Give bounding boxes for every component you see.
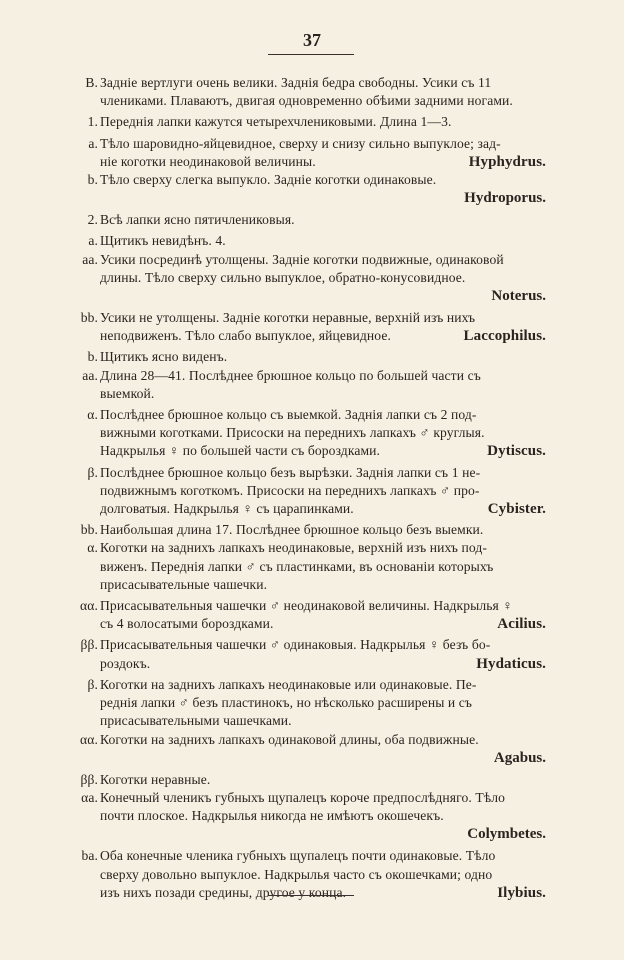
key-text-line: присасывательными чашечками. xyxy=(100,713,292,729)
key-text-line: Присасывательныя чашечки ♂ одинаковыя. Надкрылья ♀ безъ бо- xyxy=(100,637,491,653)
key-marker: αα. xyxy=(80,598,98,614)
key-text-line: неподвиженъ. Тѣло слабо выпуклое, яйцевидное. Laccophilus. xyxy=(100,328,546,345)
key-text-line: съ 4 волосатыми бороздками. Acilius. xyxy=(100,616,546,633)
key-marker: β. xyxy=(87,464,98,480)
key-text-line: Заднiе вертлуги очень велики. Заднiя бедра свободны. Усики съ 11 xyxy=(100,75,492,90)
genus-name: Hydaticus. xyxy=(476,655,546,672)
key-text-line: присасывательные чашечки. xyxy=(100,576,268,592)
key-text-line: изъ нихъ позади средины, другое у конца. Ilybius. xyxy=(100,884,546,901)
key-marker: ββ. xyxy=(80,637,98,653)
key-marker: 1. xyxy=(87,114,98,130)
identification-key xyxy=(0,74,624,902)
key-entry xyxy=(0,113,624,131)
key-text-line: выемкой. xyxy=(100,385,155,401)
key-entry xyxy=(0,771,624,789)
key-marker: 2. xyxy=(87,212,98,228)
key-entry xyxy=(0,539,624,594)
key-text-line: Коготки на заднихъ лапкахъ одинаковой длины, оба подвижные. xyxy=(100,731,479,747)
page-number: 37 xyxy=(303,30,321,50)
key-text-line: Коготки на заднихъ лапкахъ неодинаковые, верхнiй изъ нихъ под- xyxy=(100,540,488,556)
key-text-line: виженъ. Переднiя лапки ♂ съ пластинками, въ основанiи которыхъ xyxy=(100,558,494,574)
key-text-line: подвижнымъ коготкомъ. Присоски на переднихъ лапкахъ ♂ про- xyxy=(100,482,480,498)
key-text-line: Щитикъ ясно виденъ. xyxy=(100,349,228,365)
genus-name: Dytiscus. xyxy=(487,443,546,460)
key-text-line: Длина 28—41. Послѣднее брюшное кольцо по большей части съ xyxy=(100,367,481,383)
key-text-line: Щитикъ невидѣнъ. 4. xyxy=(100,233,226,249)
key-entry xyxy=(0,597,624,633)
key-marker: aa. xyxy=(82,367,98,383)
key-text-line: сверху довольно выпуклое. Надкрылья часто съ окошечками; одно xyxy=(100,866,493,882)
key-entry xyxy=(0,521,624,539)
key-marker: b. xyxy=(87,172,98,188)
key-entry xyxy=(0,636,624,672)
key-marker: bb. xyxy=(80,522,98,538)
key-text-line: Всѣ лапки ясно пятичлениковыя. xyxy=(100,212,295,228)
key-entry xyxy=(0,847,624,902)
key-text-line: длины. Тѣло сверху сильно выпуклое, обратно-конусовидное. xyxy=(100,269,466,285)
genus-name: Ilybius. xyxy=(497,884,546,901)
key-marker: aa. xyxy=(82,251,98,267)
key-text-line: Тѣло шаровидно-яйцевидное, сверху и снизу сильно выпуклое; зад- xyxy=(100,135,501,151)
genus-name: Agabus. xyxy=(493,749,546,766)
key-entry xyxy=(0,232,624,250)
key-marker: β. xyxy=(87,676,98,692)
header-rule xyxy=(268,54,354,55)
key-entry xyxy=(0,348,624,366)
key-marker: B. xyxy=(85,75,98,90)
genus-name: Hyphydrus. xyxy=(468,153,546,170)
key-text-line: Тѣло сверху слегка выпукло. Заднiе коготки одинаковые. xyxy=(100,172,437,188)
key-text-line: почти плоское. Надкрылья никогда не имѣютъ окошечекъ. xyxy=(100,808,444,824)
key-entry xyxy=(0,789,624,844)
key-text-line: Усики не утолщены. Заднiе коготки неравные, верхнiй изъ нихъ xyxy=(100,310,476,326)
genus-name: Hydroporus. xyxy=(464,190,546,207)
key-entry xyxy=(0,676,624,731)
key-entry xyxy=(0,464,624,519)
key-text-line: реднiя лапки ♂ безъ пластинокъ, но нѣсколько расширены и съ xyxy=(100,695,473,711)
key-entry xyxy=(0,731,624,768)
key-text-line: Послѣднее брюшное кольцо съ выемкой. Заднiя лапки съ 2 под- xyxy=(100,407,477,423)
key-text-line: Усики посрединѣ утолщены. Заднiе коготки подвижные, одинаковой xyxy=(100,251,504,267)
key-text-line: долговатыя. Надкрылья ♀ съ царапинками. Cybister. xyxy=(100,501,546,518)
genus-name: Cybister. xyxy=(487,501,546,518)
genus-name: Laccophilus. xyxy=(463,328,546,345)
key-text-line: Послѣднее брюшное кольцо безъ вырѣзки. Заднiя лапки съ 1 не- xyxy=(100,464,481,480)
key-marker: αa. xyxy=(81,789,98,805)
key-text-line: Конечный членикъ губныхъ щупалецъ короче предпослѣдняго. Тѣло xyxy=(100,789,506,805)
genus-name: Colymbetes. xyxy=(467,826,546,843)
key-text-line: нiе коготки неодинаковой величины. Hyphydrus. xyxy=(100,153,546,170)
key-text-line: Присасывательныя чашечки ♂ неодинаковой величины. Надкрылья ♀ xyxy=(100,598,513,614)
key-text-line: Наибольшая длина 17. Послѣднее брюшное кольцо безъ выемки. xyxy=(100,522,484,538)
key-entry xyxy=(0,135,624,171)
key-entry xyxy=(0,406,624,461)
key-marker: α. xyxy=(87,407,98,423)
key-entry xyxy=(0,211,624,229)
key-marker: αα. xyxy=(80,731,98,747)
key-entry xyxy=(0,171,624,208)
key-entry xyxy=(0,309,624,345)
key-text-line: Коготки неравные. xyxy=(100,771,211,787)
key-marker: b. xyxy=(87,349,98,365)
key-marker: bb. xyxy=(80,310,98,326)
key-marker: α. xyxy=(87,540,98,556)
key-text-line: вижными коготками. Присоски на переднихъ лапкахъ ♂ круглыя. xyxy=(100,425,485,441)
key-text-line: Оба конечные членика губныхъ щупалецъ почти одинаковые. Тѣло xyxy=(100,848,496,864)
key-entry xyxy=(0,74,624,110)
key-marker: a. xyxy=(88,135,98,151)
key-text-line: Надкрылья ♀ по большей части съ бороздками. Dytiscus. xyxy=(100,443,546,460)
genus-name: Acilius. xyxy=(497,616,546,633)
key-text-line: члениками. Плаваютъ, двигая одновременно обѣими задними ногами. xyxy=(100,93,513,109)
key-text-line: Переднiя лапки кажутся четырехчлениковыми. Длина 1—3. xyxy=(100,114,452,130)
footer-rule xyxy=(268,895,354,896)
key-entry xyxy=(0,367,624,403)
key-marker: ββ. xyxy=(80,771,98,787)
key-entry xyxy=(0,251,624,306)
key-marker: ba. xyxy=(81,848,98,864)
key-marker: a. xyxy=(88,233,98,249)
genus-name: Noterus. xyxy=(491,288,546,305)
key-text-line: роздокъ. Hydaticus. xyxy=(100,655,546,672)
key-text-line: Коготки на заднихъ лапкахъ неодинаковые или одинаковые. Пе- xyxy=(100,676,477,692)
